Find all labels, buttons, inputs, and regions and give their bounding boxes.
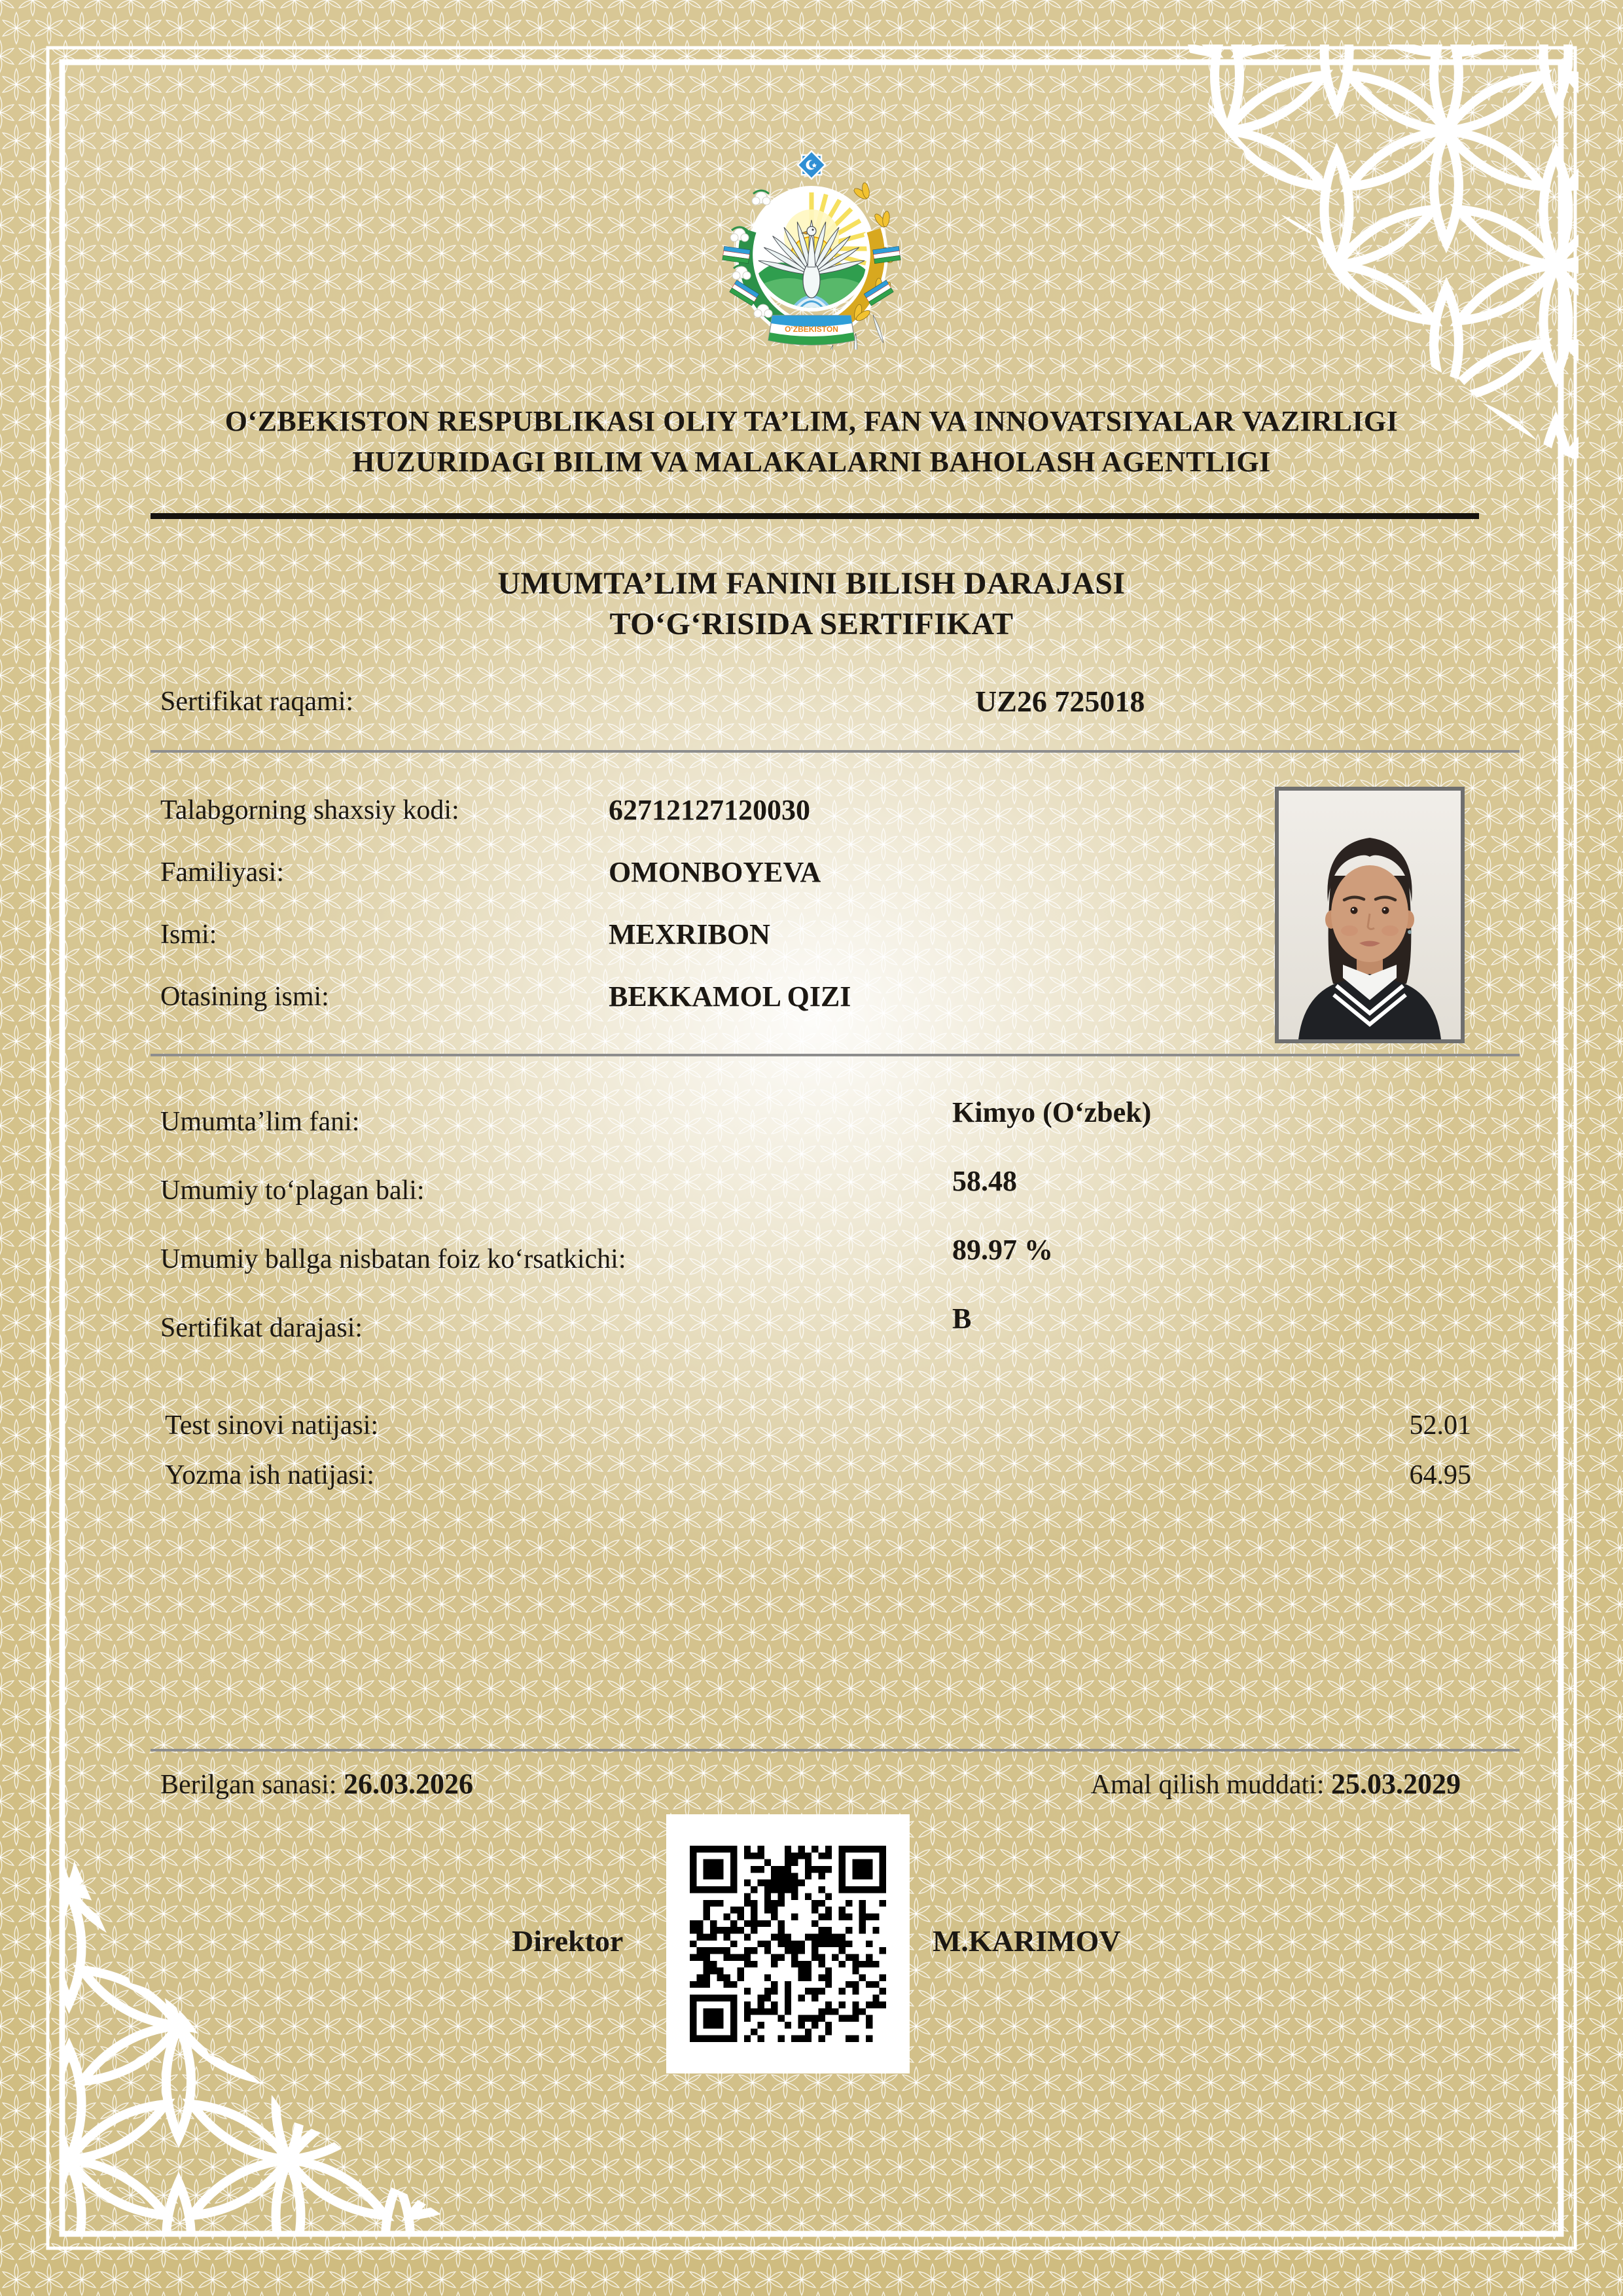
field-value: B <box>952 1302 972 1335</box>
star-crescent-icon <box>798 151 825 179</box>
uzbekistan-state-emblem-icon <box>713 145 910 350</box>
certificate-number-label: Sertifikat raqami: <box>160 687 354 717</box>
certificate-title-line-1: UMUMTA’LIM FANINI BILISH DARAJASI <box>497 566 1126 601</box>
certificate-title-line-2: TO‘G‘RISIDA SERTIFIKAT <box>609 607 1014 641</box>
field-label: Familiyasi: <box>160 857 284 888</box>
field-row-total-score <box>0 1165 1623 1208</box>
field-value: 89.97 % <box>952 1234 1053 1266</box>
field-row-grade <box>0 1302 1623 1345</box>
certificate-number-row <box>0 685 1623 719</box>
issue-date-label: Berilgan sanasi: <box>160 1770 337 1800</box>
ministry-line-1: O‘ZBEKISTON RESPUBLIKASI OLIY TA’LIM, FAN VA INNOVATSIYALAR VAZIRLIGI <box>224 405 1399 437</box>
field-row-subject <box>0 1096 1623 1139</box>
field-label: Ismi: <box>160 920 217 950</box>
field-row-test-score <box>0 1408 1623 1443</box>
field-value: MEXRIBON <box>609 918 770 950</box>
field-value: OMONBOYEVA <box>609 856 821 888</box>
field-value: Kimyo (O‘zbek) <box>952 1096 1152 1128</box>
issue-date <box>160 1767 473 1802</box>
field-value: BEKKAMOL QIZI <box>609 980 851 1013</box>
field-label: Umumiy ballga nisbatan foiz ko‘rsatkichi: <box>160 1244 626 1274</box>
field-row-percentage <box>0 1234 1623 1276</box>
field-value: 64.95 <box>1409 1460 1471 1490</box>
emblem-banner-text: O‘ZBEKISTON <box>785 325 838 334</box>
issue-date-value: 26.03.2026 <box>343 1768 473 1800</box>
field-value: 52.01 <box>1409 1410 1471 1441</box>
valid-until <box>1091 1767 1461 1802</box>
certificate-number-value: UZ26 725018 <box>975 685 1145 718</box>
field-label: Umumta’lim fani: <box>160 1107 360 1137</box>
field-label: Talabgorning shaxsiy kodi: <box>160 795 459 825</box>
section-divider <box>151 1054 1520 1056</box>
field-label: Otasining ismi: <box>160 982 329 1012</box>
valid-until-label: Amal qilish muddati: <box>1090 1770 1325 1800</box>
applicant-photo <box>1275 787 1465 1043</box>
field-row-written-score <box>0 1458 1623 1492</box>
section-divider <box>151 750 1520 753</box>
director-title: Direktor <box>512 1924 624 1958</box>
field-value: 58.48 <box>952 1165 1017 1197</box>
signature-row <box>0 1923 1623 1960</box>
header-divider-bar <box>151 513 1479 519</box>
section-divider <box>151 1749 1520 1751</box>
field-label: Test sinovi natijasi: <box>165 1410 379 1441</box>
director-name: M.KARIMOV <box>933 1924 1121 1958</box>
ministry-line-2: HUZURIDAGI BILIM VA MALAKALARNI BAHOLASH AGENTLIGI <box>352 446 1271 478</box>
field-label: Umumiy to‘plagan bali: <box>160 1175 425 1206</box>
dates-row <box>0 1767 1623 1801</box>
field-value: 62712127120030 <box>609 794 810 826</box>
emblem-banner <box>768 315 855 345</box>
valid-until-value: 25.03.2029 <box>1331 1768 1461 1800</box>
field-label: Sertifikat darajasi: <box>160 1313 363 1343</box>
field-label: Yozma ish natijasi: <box>165 1460 375 1490</box>
